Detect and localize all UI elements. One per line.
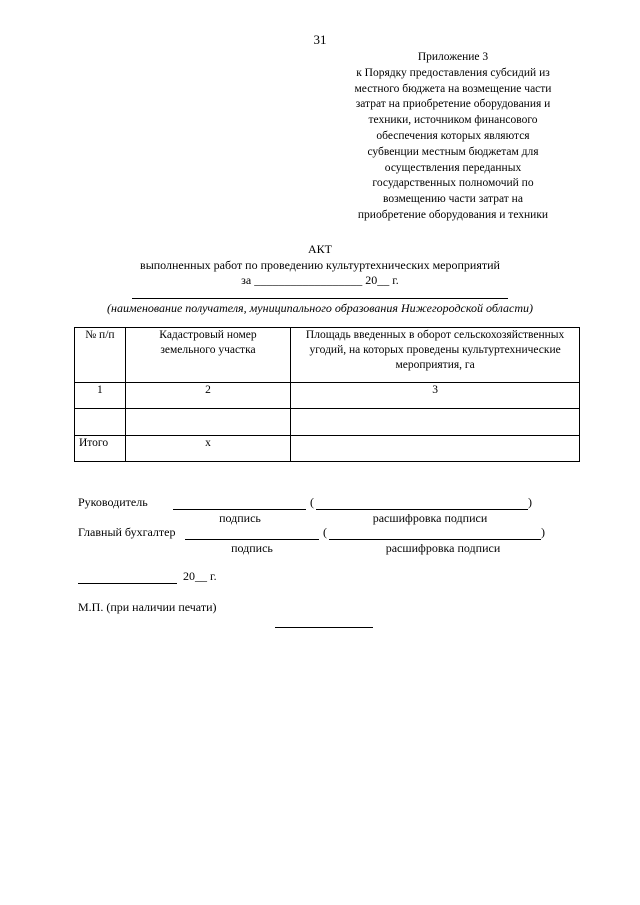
head-label: Руководитель [78, 495, 148, 509]
page-number: 31 [313, 32, 327, 47]
appendix-line: приобретение оборудования и техники [357, 208, 549, 221]
appendix-line: к Порядку предоставления субсидий из [356, 66, 550, 79]
head-close-paren: ) [528, 495, 532, 509]
act-period: за __________________ 20__ г. [241, 273, 399, 287]
appendix-line: Приложение 3 [417, 51, 489, 63]
table-header-row [75, 328, 580, 383]
appendix-header [330, 50, 576, 224]
accountant-close-paren: ) [541, 525, 545, 539]
table-cell: 1 [75, 383, 126, 409]
header-cell [125, 328, 290, 383]
total-label: Итого [75, 436, 126, 462]
appendix-line: затрат на приобретение оборудования и [355, 98, 551, 111]
table-cell[interactable] [125, 409, 290, 436]
table-total-row [75, 436, 580, 462]
header-cell-text: Площадь введенных в оборот сельскохозяйственных угодий, на которых проведены культуртехнические мероприятия, га [305, 329, 565, 371]
appendix-line: техники, источником финансового [368, 114, 538, 127]
accountant-open-paren: ( [323, 525, 327, 539]
act-subtitle: выполненных работ по проведению культуртехнических мероприятий [140, 258, 500, 272]
accountant-label: Главный бухгалтер [78, 525, 176, 539]
head-decode-caption: расшифровка подписи [372, 511, 488, 525]
appendix-line: возмещению части затрат на [383, 193, 523, 206]
stamp-note: М.П. (при наличии печати) [78, 600, 217, 614]
accountant-decode-caption: расшифровка подписи [385, 541, 501, 555]
recipient-caption: (наименование получателя, муниципального образования Нижегородской области) [107, 301, 533, 315]
accountant-signature-line[interactable] [185, 539, 319, 540]
appendix-line: обеспечения которых являются [376, 129, 530, 142]
appendix-line: осуществления переданных [384, 161, 522, 174]
head-decode-line[interactable] [316, 509, 528, 510]
head-open-paren: ( [310, 495, 314, 509]
table-row [75, 409, 580, 436]
accountant-signature-caption: подпись [231, 541, 273, 555]
accountant-decode-line[interactable] [329, 539, 541, 540]
act-title: АКТ [308, 242, 332, 256]
table-cell[interactable] [75, 409, 126, 436]
total-mark: х [125, 436, 290, 462]
table-cell[interactable] [291, 436, 580, 462]
header-cell: № п/п [75, 328, 126, 383]
table-cell: 3 [291, 383, 580, 409]
head-signature-caption: подпись [219, 511, 261, 525]
table-cell: 2 [125, 383, 290, 409]
appendix-line: государственных полномочий по [372, 177, 534, 190]
appendix-line: местного бюджета на возмещение части [354, 82, 552, 95]
works-table [74, 327, 580, 462]
date-blank-line[interactable] [78, 583, 177, 584]
table-number-row [75, 383, 580, 409]
header-cell [291, 328, 580, 383]
head-signature-line[interactable] [173, 509, 306, 510]
table-cell[interactable] [291, 409, 580, 436]
closing-separator-line [275, 627, 373, 628]
appendix-line: субвенции местным бюджетам для [367, 145, 539, 158]
date-suffix: 20__ г. [183, 569, 217, 583]
recipient-blank-line [132, 298, 508, 299]
header-cell-text: Кадастровый номер земельного участка [159, 329, 257, 356]
